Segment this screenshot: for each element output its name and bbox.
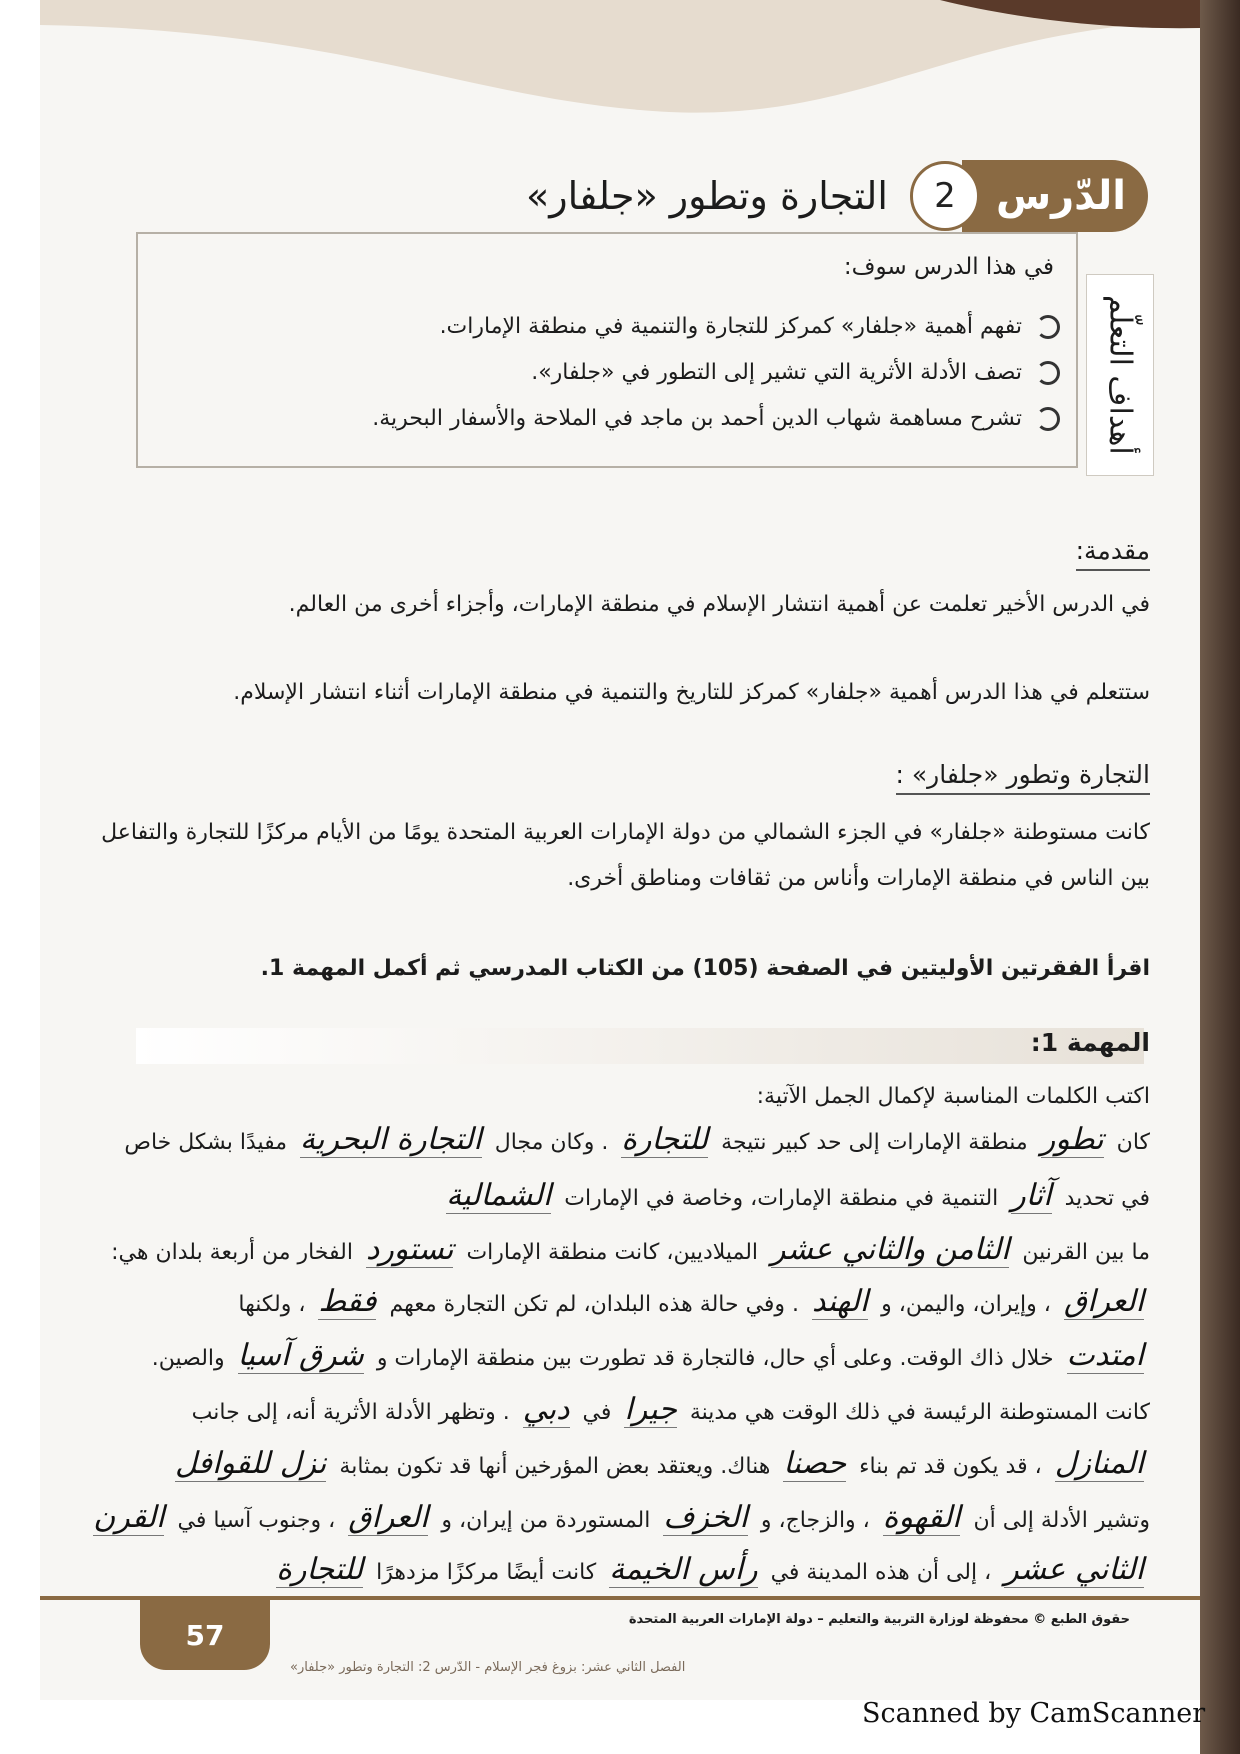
handwritten-answer: الخزف [663,1500,748,1535]
trade-paragraph-1: كانت مستوطنة «جلفار» في الجزء الشمالي من دولة الإمارات العربية المتحدة يومًا من الأيام مركزًا للتجارة والتفاعل [101,820,1150,845]
handwritten-answer: القرن [93,1500,165,1535]
handwritten-answer: تطور [1040,1122,1104,1157]
handwritten-answer: امتدت [1066,1338,1144,1373]
learning-goals-label: أهداف التعلّم [1086,274,1154,476]
handwritten-answer: التجارة البحرية [300,1122,482,1157]
task-line-8: وتشير الأدلة إلى أن القهوة ، والزجاج، و الخزف المستوردة من إيران، و العراق ، وجنوب آسيا في القرن [93,1500,1150,1535]
trade-heading: التجارة وتطور «جلفار» : [896,760,1150,795]
scanner-watermark: Scanned by CamScanner [862,1698,1206,1729]
lesson-title: التجارة وتطور «جلفار» [526,174,888,218]
handwritten-answer: الثامن والثاني عشر [771,1232,1010,1267]
task-heading: المهمة 1: [1030,1028,1150,1057]
handwritten-answer: للتجارة [276,1552,364,1587]
intro-heading: مقدمة: [1076,536,1150,571]
task-line-5: امتدت خلال ذاك الوقت. وعلى أي حال، فالتجارة قد تطورت بين منطقة الإمارات و شرق آسيا والصين. [151,1338,1144,1373]
bullet-icon [1036,361,1060,385]
handwritten-answer: نزل للقوافل [175,1446,327,1481]
task-heading-band [136,1028,1144,1064]
intro-paragraph-1: في الدرس الأخير تعلمت عن أهمية انتشار الإسلام في منطقة الإمارات، وأجزاء أخرى من العالم. [288,592,1150,617]
goal-item: تشرح مساهمة شهاب الدين أحمد بن ماجد في الملاحة والأسفار البحرية. [372,406,1060,431]
handwritten-answer: شرق آسيا [237,1338,364,1373]
copyright-text: حقوق الطبع © محفوظة لوزارة التربية والتعليم – دولة الإمارات العربية المتحدة [628,1612,1130,1627]
task-line-6: كانت المستوطنة الرئيسة في ذلك الوقت هي مدينة جيرا في دبي . وتظهر الأدلة الأثرية أنه، إلى جانب [191,1392,1150,1427]
trade-paragraph-2: بين الناس في منطقة الإمارات وأناس من ثقافات ومناطق أخرى. [567,866,1150,891]
handwritten-answer: القهوة [882,1500,961,1535]
task-line-1: كان تطور منطقة الإمارات إلى حد كبير نتيجة للتجارة . وكان مجال التجارة البحرية مفيدًا بشكل خاص [124,1122,1150,1157]
task-instruction: اكتب الكلمات المناسبة لإكمال الجمل الآتية: [756,1084,1150,1109]
handwritten-answer: رأس الخيمة [609,1552,758,1587]
task-line-7: المنازل ، قد يكون قد تم بناء حصنا هناك. ويعتقد بعض المؤرخين أنها قد تكون بمثابة نزل للقوافل [175,1446,1144,1481]
handwritten-answer: جيرا [624,1392,677,1427]
task-line-2: في تحديد آثار التنمية في منطقة الإمارات، وخاصة في الإمارات الشمالية [446,1178,1150,1213]
handwritten-answer: الشمالية [446,1178,552,1213]
goals-intro: في هذا الدرس سوف: [843,254,1054,280]
bullet-icon [1036,407,1060,431]
handwritten-answer: العراق [1063,1284,1144,1319]
reading-instruction: اقرأ الفقرتين الأوليتين في الصفحة (105) من الكتاب المدرسي ثم أكمل المهمة 1. [260,956,1150,981]
page-number: 57 [140,1600,270,1670]
handwritten-answer: العراق [348,1500,429,1535]
handwritten-answer: للتجارة [621,1122,709,1157]
handwritten-answer: فقط [318,1284,377,1319]
handwritten-answer: الهند [812,1284,869,1319]
task-line-9: الثاني عشر ، إلى أن هذه المدينة في رأس الخيمة كانت أيضًا مركزًا مزدهرًا للتجارة [276,1552,1144,1587]
lesson-header [526,158,1148,234]
workbook-page [40,0,1200,1700]
goal-item: تصف الأدلة الأثرية التي تشير إلى التطور في «جلفار». [531,360,1060,385]
top-decorative-wave [40,0,1200,140]
learning-goals-box [136,232,1138,468]
handwritten-answer: دبي [522,1392,570,1427]
task-line-4: العراق ، وإيران، واليمن، و الهند . وفي حالة هذه البلدان، لم تكن التجارة معهم فقط ، ولكنها [238,1284,1144,1319]
book-edge [1200,0,1240,1754]
lesson-label: الدّرس [962,160,1148,232]
handwritten-answer: المنازل [1054,1446,1144,1481]
lesson-number: 2 [910,161,980,231]
handwritten-answer: حصنا [783,1446,847,1481]
bullet-icon [1036,315,1060,339]
goal-item: تفهم أهمية «جلفار» كمركز للتجارة والتنمية في منطقة الإمارات. [440,314,1060,339]
handwritten-answer: الثاني عشر [1004,1552,1144,1587]
footer-note: الفصل الثاني عشر: بزوغ فجر الإسلام - الدّرس 2: التجارة وتطور «جلفار» [290,1660,686,1675]
handwritten-answer: آثار [1011,1178,1052,1213]
handwritten-answer: تستورد [365,1232,454,1267]
intro-paragraph-2: ستتعلم في هذا الدرس أهمية «جلفار» كمركز للتاريخ والتنمية في منطقة الإمارات أثناء انتشار الإسلام. [233,680,1150,705]
task-line-3: ما بين القرنين الثامن والثاني عشر الميلاديين، كانت منطقة الإمارات تستورد الفخار من أربعة بلدان هي: [111,1232,1150,1267]
